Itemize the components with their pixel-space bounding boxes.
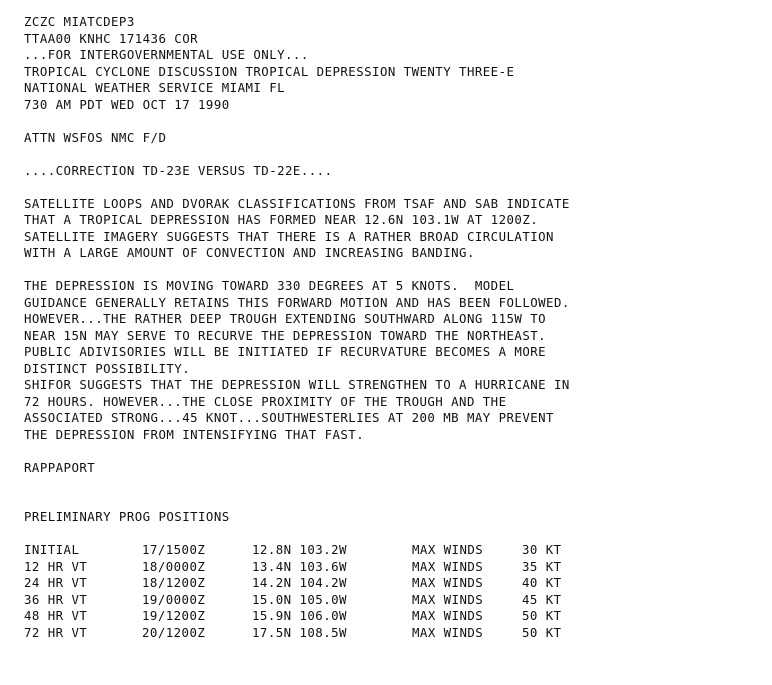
max-winds-label: MAX WINDS: [412, 608, 484, 623]
attn-line: ATTN WSFOS NMC F/D: [24, 129, 167, 145]
discussion-document: [24, 14, 764, 641]
table-row: [24, 592, 764, 609]
longitude: 106.0W: [299, 608, 347, 623]
valid-time: 19/1200Z: [142, 608, 206, 623]
spacer: [24, 443, 764, 460]
longitude: 103.6W: [299, 558, 347, 574]
forecast-hour: 24 HR VT: [24, 575, 88, 590]
prog-positions-table: [24, 542, 764, 641]
header-line: NATIONAL WEATHER SERVICE MIAMI FL: [24, 80, 286, 95]
header-line: 730 AM PDT WED OCT 17 1990: [24, 96, 230, 112]
table-row: [24, 542, 764, 559]
header-line: ZCZC MIATCDEP3: [24, 14, 135, 29]
paragraph-line: GUIDANCE GENERALLY RETAINS THIS FORWARD MOTION AND HAS BEEN FOLLOWED.: [24, 294, 570, 310]
paragraph-line: ASSOCIATED STRONG...45 KNOT...SOUTHWESTERLIES AT 200 MB MAY PREVENT: [24, 410, 554, 425]
latitude: 13.4N: [252, 558, 292, 574]
spacer: [24, 262, 764, 279]
longitude: 104.2W: [299, 575, 347, 590]
table-row: [24, 575, 764, 592]
spacer: [24, 476, 764, 509]
max-winds-label: MAX WINDS: [412, 575, 484, 590]
header-line: ...FOR INTERGOVERNMENTAL USE ONLY...: [24, 47, 309, 62]
max-winds-value: 40 KT: [522, 575, 562, 590]
max-winds-value: 50 KT: [522, 608, 562, 623]
paragraph-line: PUBLIC ADIVISORIES WILL BE INITIATED IF RECURVATURE BECOMES A MORE: [24, 344, 547, 359]
position: [252, 592, 412, 609]
header-line: TTAA00 KNHC 171436 COR: [24, 30, 199, 46]
latitude: 14.2N: [252, 575, 292, 590]
forecast-hour: 36 HR VT: [24, 591, 88, 607]
valid-time: 19/0000Z: [142, 591, 206, 607]
longitude: 103.2W: [299, 542, 347, 557]
table-row: [24, 625, 764, 642]
position: [252, 625, 412, 642]
spacer: [24, 146, 764, 163]
max-winds-label: MAX WINDS: [412, 591, 484, 607]
position: [252, 608, 412, 625]
paragraph-line: HOWEVER...THE RATHER DEEP TROUGH EXTENDING SOUTHWARD ALONG 115W TO: [24, 311, 547, 326]
latitude: 12.8N: [252, 542, 292, 557]
valid-time: 18/1200Z: [142, 575, 206, 590]
valid-time: 20/1200Z: [142, 624, 206, 640]
position: [252, 575, 412, 592]
table-row: [24, 559, 764, 576]
forecaster-signature: RAPPAPORT: [24, 459, 96, 475]
max-winds-value: 35 KT: [522, 558, 562, 574]
header-block: [24, 14, 764, 113]
header-line: TROPICAL CYCLONE DISCUSSION TROPICAL DEPRESSION TWENTY THREE-E: [24, 63, 515, 79]
forecast-hour: 72 HR VT: [24, 624, 88, 640]
paragraph-line: DISTINCT POSSIBILITY.: [24, 360, 191, 376]
spacer: [24, 179, 764, 196]
latitude: 15.9N: [252, 608, 292, 623]
paragraph-line: SATELLITE IMAGERY SUGGESTS THAT THERE IS A RATHER BROAD CIRCULATION: [24, 228, 554, 244]
latitude: 17.5N: [252, 624, 292, 640]
table-row: [24, 608, 764, 625]
forecast-hour: 12 HR VT: [24, 558, 88, 574]
prog-positions-title: PRELIMINARY PROG POSITIONS: [24, 509, 230, 524]
paragraph-line: NEAR 15N MAY SERVE TO RECURVE THE DEPRESSION TOWARD THE NORTHEAST.: [24, 327, 547, 343]
forecast-hour: 48 HR VT: [24, 608, 88, 623]
spacer: [24, 113, 764, 130]
paragraph-motion: [24, 278, 764, 443]
paragraph-line: SHIFOR SUGGESTS THAT THE DEPRESSION WILL STRENGTHEN TO A HURRICANE IN: [24, 377, 570, 392]
longitude: 108.5W: [299, 624, 347, 640]
max-winds-label: MAX WINDS: [412, 558, 484, 574]
max-winds-label: MAX WINDS: [412, 624, 484, 640]
spacer: [24, 526, 764, 543]
paragraph-line: THAT A TROPICAL DEPRESSION HAS FORMED NEAR 12.6N 103.1W AT 1200Z.: [24, 212, 539, 227]
latitude: 15.0N: [252, 591, 292, 607]
max-winds-value: 50 KT: [522, 624, 562, 640]
max-winds-label: MAX WINDS: [412, 542, 484, 557]
longitude: 105.0W: [299, 591, 347, 607]
paragraph-line: SATELLITE LOOPS AND DVORAK CLASSIFICATIONS FROM TSAF AND SAB INDICATE: [24, 195, 570, 211]
paragraph-line: THE DEPRESSION FROM INTENSIFYING THAT FAST.: [24, 426, 365, 442]
forecast-hour: INITIAL: [24, 542, 80, 557]
valid-time: 18/0000Z: [142, 558, 206, 574]
max-winds-value: 45 KT: [522, 591, 562, 607]
paragraph-satellite: [24, 196, 764, 262]
max-winds-value: 30 KT: [522, 542, 562, 557]
correction-line: ....CORRECTION TD-23E VERSUS TD-22E....: [24, 162, 333, 178]
paragraph-line: WITH A LARGE AMOUNT OF CONVECTION AND INCREASING BANDING.: [24, 245, 475, 260]
position: [252, 542, 412, 559]
valid-time: 17/1500Z: [142, 542, 206, 557]
position: [252, 559, 412, 576]
paragraph-line: 72 HOURS. HOWEVER...THE CLOSE PROXIMITY OF THE TROUGH AND THE: [24, 393, 507, 409]
paragraph-line: THE DEPRESSION IS MOVING TOWARD 330 DEGREES AT 5 KNOTS. MODEL: [24, 278, 515, 293]
